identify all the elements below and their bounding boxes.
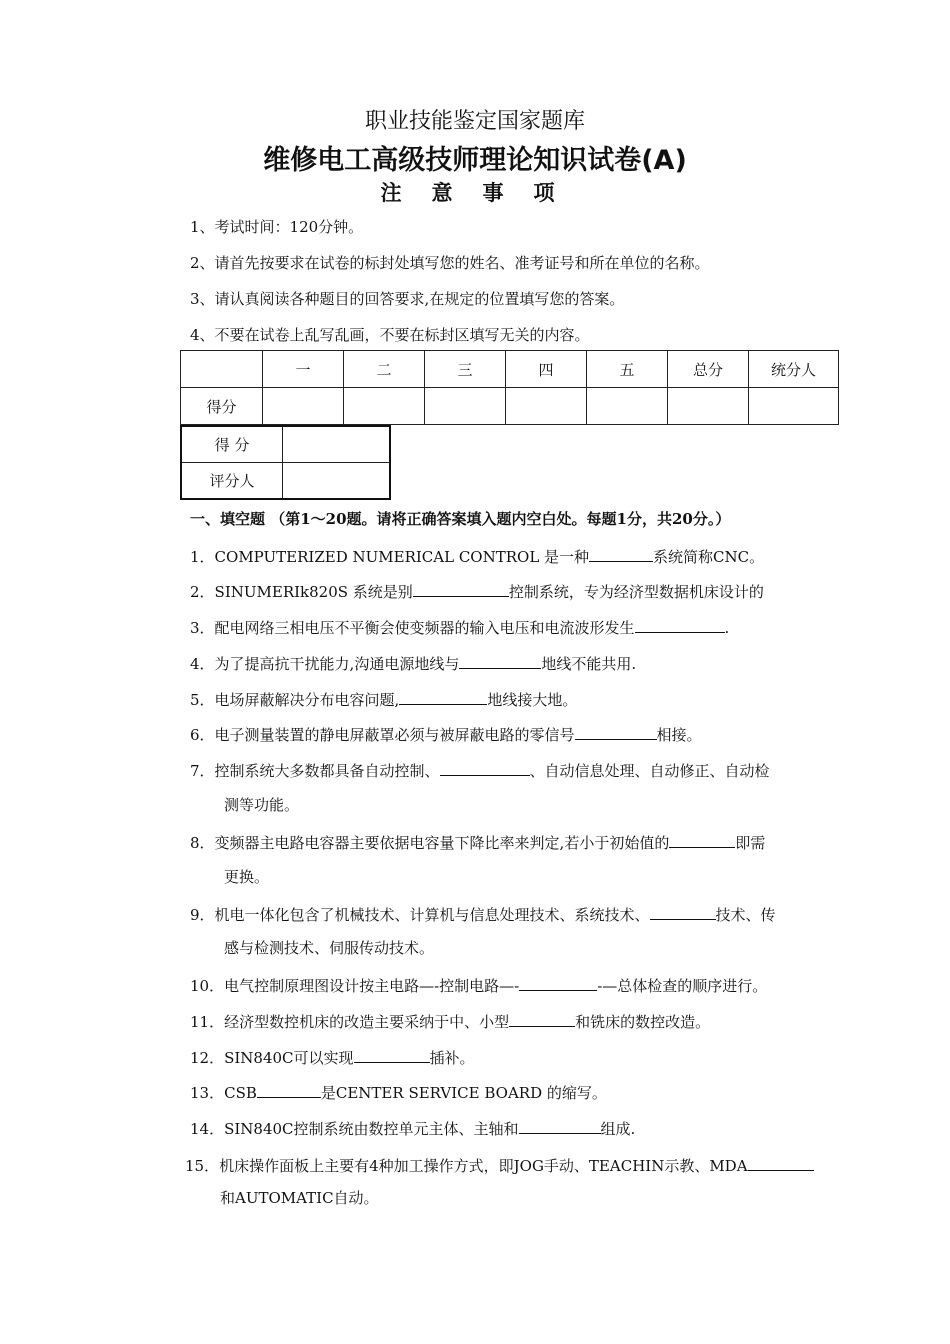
question-text: 是CENTER SERVICE BOARD 的缩写。 xyxy=(320,1084,607,1102)
answer-blank[interactable] xyxy=(635,616,725,633)
exam-subtitle: 职业技能鉴定国家题库 xyxy=(364,109,585,134)
question-7-cont: 测等功能。 xyxy=(224,796,300,814)
score-cell[interactable] xyxy=(344,388,425,425)
score-header-5: 五 xyxy=(587,351,668,388)
answer-blank[interactable] xyxy=(669,831,735,848)
notice-heading: 注意事项 xyxy=(380,181,585,205)
question-text: . xyxy=(724,619,730,637)
answer-blank[interactable] xyxy=(519,974,597,991)
question-text: 和铣床的数控改造。 xyxy=(575,1013,711,1031)
question-6 xyxy=(190,723,702,745)
question-text: 地线不能共用. xyxy=(541,655,637,673)
grader-table xyxy=(180,425,391,500)
answer-blank[interactable] xyxy=(399,688,487,705)
question-11 xyxy=(190,1010,710,1032)
question-14 xyxy=(190,1117,635,1139)
score-cell[interactable] xyxy=(749,388,839,425)
question-10 xyxy=(190,974,767,996)
answer-blank[interactable] xyxy=(575,723,657,740)
question-8 xyxy=(190,831,765,853)
question-9 xyxy=(190,903,776,925)
score-cell[interactable] xyxy=(425,388,506,425)
note-2: 2、请首先按要求在试卷的标封处填写您的姓名、准考证号和所在单位的名称。 xyxy=(190,254,710,272)
grader-score-cell[interactable] xyxy=(283,426,391,463)
score-cell[interactable] xyxy=(668,388,749,425)
question-9-cont: 感与检测技术、伺服传动技术。 xyxy=(224,939,435,957)
score-header-3: 三 xyxy=(425,351,506,388)
question-text: 4．为了提高抗干扰能力,沟通电源地线与 xyxy=(190,655,460,673)
grader-name-cell[interactable] xyxy=(283,463,391,500)
score-header-1: 一 xyxy=(263,351,344,388)
question-text: 2．SINUMERIk820S 系统是别 xyxy=(190,583,413,601)
score-cell[interactable] xyxy=(506,388,587,425)
score-header-blank xyxy=(181,351,263,388)
grader-score-label: 得 分 xyxy=(181,426,283,463)
answer-blank[interactable] xyxy=(748,1154,814,1171)
score-cell[interactable] xyxy=(587,388,668,425)
question-2 xyxy=(190,580,764,602)
grader-name-label: 评分人 xyxy=(181,463,283,500)
question-text: 控制系统，专为经济型数据机床设计的 xyxy=(508,583,764,601)
answer-blank[interactable] xyxy=(459,652,541,669)
score-cell[interactable] xyxy=(263,388,344,425)
question-text: 即需 xyxy=(735,834,766,852)
question-15-cont: 和AUTOMATIC自动。 xyxy=(220,1189,379,1207)
answer-blank[interactable] xyxy=(509,1010,575,1027)
answer-blank[interactable] xyxy=(354,1046,430,1063)
question-text: 技术、传 xyxy=(715,906,776,924)
question-text: 插补。 xyxy=(429,1049,475,1067)
question-text: 组成. xyxy=(600,1120,636,1138)
question-text: 地线接大地。 xyxy=(487,691,578,709)
note-3: 3、请认真阅读各种题目的回答要求,在规定的位置填写您的答案。 xyxy=(190,290,625,308)
question-text: 3．配电网络三相电压不平衡会使变频器的输入电压和电流波形发生 xyxy=(190,619,635,637)
question-text: 10．电气控制原理图设计按主电路—-控制电路—- xyxy=(190,977,520,995)
exam-title: 维修电工高级技师理论知识试卷(A) xyxy=(263,145,687,176)
question-text: 14．SIN840C控制系统由数控单元主体、主轴和 xyxy=(190,1120,519,1138)
question-15 xyxy=(185,1154,814,1176)
score-header-2: 二 xyxy=(344,351,425,388)
answer-blank[interactable] xyxy=(257,1081,321,1098)
question-text: 5．电场屏蔽解决分布电容问题, xyxy=(190,691,400,709)
question-7 xyxy=(190,759,770,781)
answer-blank[interactable] xyxy=(589,545,653,562)
note-1: 1、考试时间：120分钟。 xyxy=(190,218,364,236)
question-text: -—总体检查的顺序进行。 xyxy=(597,977,768,995)
question-text: 、自动信息处理、自动修正、自动检 xyxy=(529,762,770,780)
question-text: 9．机电一体化包含了机械技术、计算机与信息处理技术、系统技术、 xyxy=(190,906,650,924)
question-text: 13．CSB xyxy=(190,1084,257,1102)
score-header-4: 四 xyxy=(506,351,587,388)
question-5 xyxy=(190,688,577,710)
question-text: 1．COMPUTERIZED NUMERICAL CONTROL 是一种 xyxy=(190,548,590,566)
question-3 xyxy=(190,616,729,638)
question-1 xyxy=(190,545,764,567)
question-text: 7．控制系统大多数都具备自动控制、 xyxy=(190,762,440,780)
question-text: 8．变频器主电路电容器主要依据电容量下降比率来判定,若小于初始值的 xyxy=(190,834,670,852)
answer-blank[interactable] xyxy=(440,759,530,776)
answer-blank[interactable] xyxy=(519,1117,601,1134)
note-4: 4、不要在试卷上乱写乱画，不要在标封区填写无关的内容。 xyxy=(190,326,590,344)
answer-blank[interactable] xyxy=(413,580,509,597)
question-text: 相接。 xyxy=(656,726,702,744)
score-table xyxy=(180,350,839,425)
answer-blank[interactable] xyxy=(650,903,716,920)
question-8-cont: 更换。 xyxy=(224,868,270,886)
question-13 xyxy=(190,1081,607,1103)
score-row-label: 得分 xyxy=(181,388,263,425)
score-header-tallier: 统分人 xyxy=(749,351,839,388)
question-text: 系统简称CNC。 xyxy=(653,548,765,566)
score-table-header-row xyxy=(181,351,839,388)
score-table-score-row xyxy=(181,388,839,425)
question-text: 6．电子测量装置的静电屏蔽罩必须与被屏蔽电路的零信号 xyxy=(190,726,575,744)
section-heading: 一、填空题 （第1～20题。请将正确答案填入题内空白处。每题1分，共20分。） xyxy=(190,510,731,528)
score-header-total: 总分 xyxy=(668,351,749,388)
question-text: 12．SIN840C可以实现 xyxy=(190,1049,354,1067)
question-12 xyxy=(190,1046,475,1068)
question-4 xyxy=(190,652,636,674)
question-text: 15．机床操作面板上主要有4种加工操作方式，即JOG手动、TEACHIN示教、MDA xyxy=(185,1157,748,1175)
question-text: 11．经济型数控机床的改造主要采纳于中、小型 xyxy=(190,1013,510,1031)
